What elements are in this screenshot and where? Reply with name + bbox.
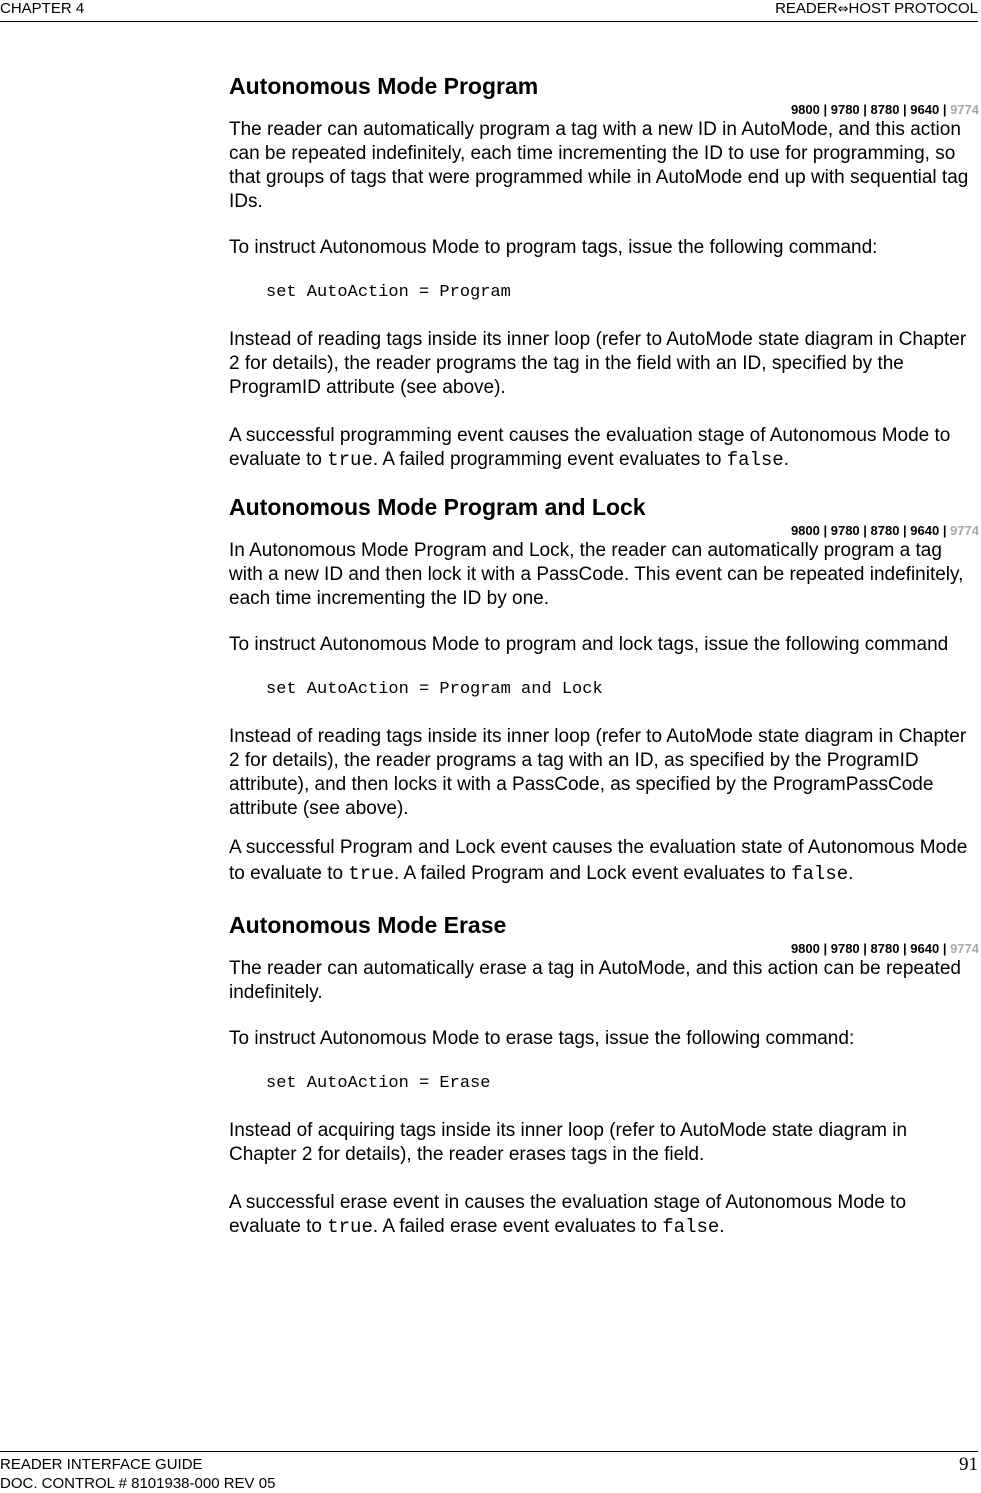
paragraph: The reader can automatically erase a tag in AutoMode, and this action can be repeated indefinitely. (229, 958, 961, 1003)
section-heading: Autonomous Mode Erase (229, 912, 507, 938)
paragraph: To instruct Autonomous Mode to erase tags, issue the following command: (229, 1028, 855, 1049)
section-heading: Autonomous Mode Program and Lock (229, 494, 646, 520)
paragraph: A successful Program and Lock event causes the evaluation state of Autonomous Mode to evaluate to true. A failed Program and Lock event evaluates to false. (229, 837, 968, 885)
code-block: set AutoAction = Erase (266, 1074, 491, 1093)
false-literal: false (726, 449, 784, 471)
section-program-and-lock (229, 493, 979, 887)
paragraph: To instruct Autonomous Mode to program and lock tags, issue the following command (229, 634, 949, 655)
paragraph: Instead of reading tags inside its inner loop (refer to AutoMode state diagram in Chapter 2 for details), the reader programs a tag with an ID, as specified by the ProgramID attribute), and then locks it with a PassCode, as specified by the ProgramPassCode attribute (see above). (229, 726, 967, 819)
header-title (775, 0, 978, 17)
false-literal: false (791, 863, 849, 885)
model-unsupported: 9774 (950, 941, 979, 956)
section-program (229, 72, 979, 472)
model-compatibility (229, 941, 979, 957)
model-unsupported: 9774 (950, 523, 979, 538)
page-header (0, 0, 978, 22)
model-compatibility (229, 102, 979, 118)
model-unsupported: 9774 (950, 102, 979, 117)
page-footer (0, 1451, 978, 1493)
section-heading: Autonomous Mode Program (229, 73, 539, 99)
model-list: 9800 | 9780 | 8780 | 9640 | (790, 523, 951, 538)
model-compatibility (229, 523, 979, 539)
paragraph: The reader can automatically program a tag with a new ID in AutoMode, and this action can be repeated indefinitely, each time incrementing the ID to use for programming, so that groups of tags that were programmed while in AutoMode end up with sequential tag IDs. (229, 119, 969, 212)
guide-title: READER INTERFACE GUIDE (0, 1456, 203, 1473)
true-literal: true (327, 449, 373, 471)
header-title-right: HOST PROTOCOL (848, 0, 978, 17)
section-erase (229, 911, 979, 1239)
paragraph: A successful programming event causes the evaluation stage of Autonomous Mode to evaluate to true. A failed programming event evaluates to false. (229, 425, 951, 471)
paragraph: Instead of acquiring tags inside its inner loop (refer to AutoMode state diagram in Chapter 2 for details), the reader erases tags in the field. (229, 1120, 908, 1165)
page-number: 91 (959, 1454, 978, 1475)
code-block: set AutoAction = Program and Lock (266, 680, 603, 699)
model-list: 9800 | 9780 | 8780 | 9640 | (790, 102, 951, 117)
chapter-label: CHAPTER 4 (0, 0, 85, 17)
paragraph: A successful erase event in causes the evaluation stage of Autonomous Mode to evaluate to true. A failed erase event evaluates to false. (229, 1192, 907, 1238)
paragraph: In Autonomous Mode Program and Lock, the reader can automatically program a tag with a new ID and then lock it with a PassCode. This event can be repeated indefinitely, each time incrementing the ID by one. (229, 540, 964, 609)
page-content (229, 72, 979, 1239)
false-literal: false (662, 1216, 720, 1238)
double-arrow-icon: ⇔ (837, 2, 849, 17)
doc-control: DOC. CONTROL # 8101938-000 REV 05 (0, 1475, 276, 1492)
code-block: set AutoAction = Program (266, 283, 511, 302)
model-list: 9800 | 9780 | 8780 | 9640 | (790, 941, 951, 956)
paragraph: Instead of reading tags inside its inner loop (refer to AutoMode state diagram in Chapter 2 for details), the reader programs the tag in the field with an ID, specified by the ProgramID attribute (see above). (229, 329, 967, 398)
header-title-left: READER (775, 0, 838, 17)
true-literal: true (327, 1216, 373, 1238)
true-literal: true (348, 863, 394, 885)
paragraph: To instruct Autonomous Mode to program tags, issue the following command: (229, 237, 878, 258)
